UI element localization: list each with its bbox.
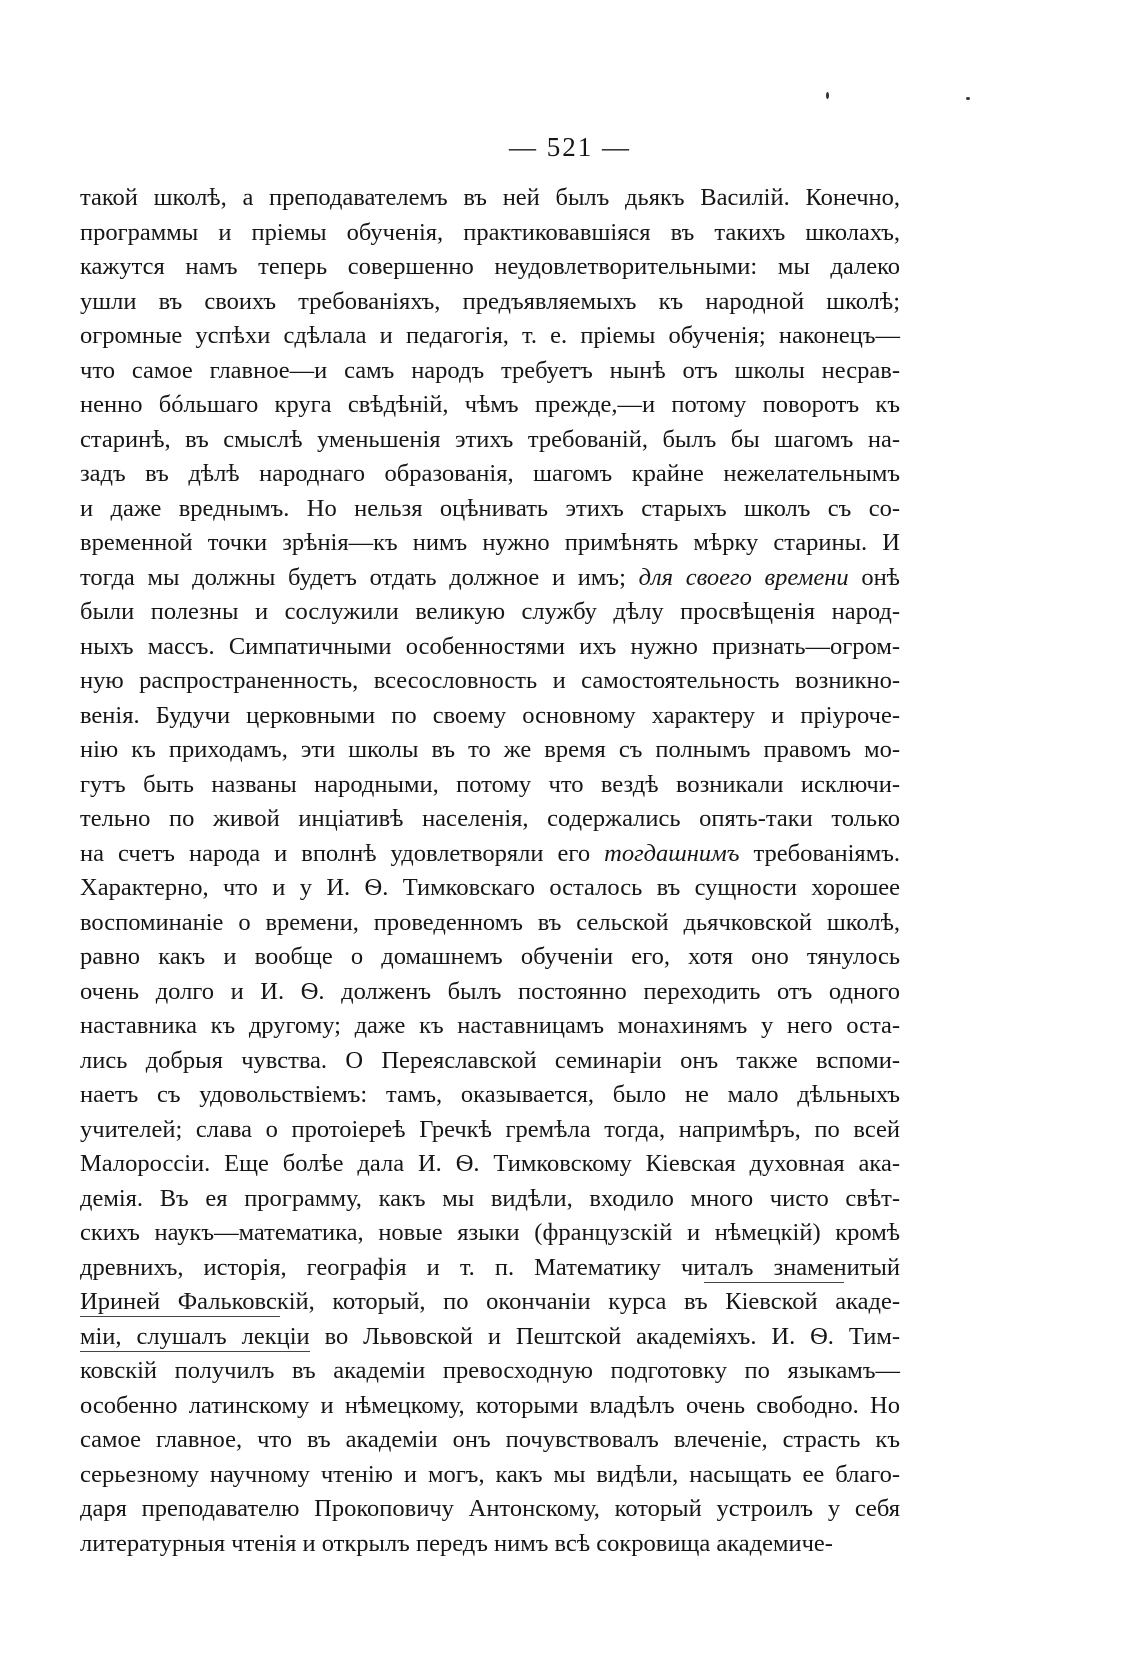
text-body (80, 181, 900, 1561)
text-run: онѣ (848, 563, 900, 591)
text-line: лись добрыя чувства. О Переяславской семинаріи онъ также вспоми- (80, 1046, 900, 1074)
emphasis-run: для своего времени (638, 563, 849, 591)
text-line: учителей; слава о протоіереѣ Гречкѣ гремѣла тогда, напримѣръ, по всей (80, 1115, 900, 1143)
text-line: тельно по живой инціативѣ населенія, содержались опять-таки только (80, 805, 900, 832)
text-line: ненно бóльшаго круга свѣдѣній, чѣмъ прежде,—и потому поворотъ къ (80, 391, 900, 418)
text-line: наставника къ другому; даже къ наставницамъ монахинямъ у него оста- (80, 1012, 900, 1039)
text-line: программы и пріемы обученія, практиковавшіяся въ такихъ школахъ, (80, 218, 900, 246)
text-line: самое главное, что въ академіи онъ почувствовалъ влеченіе, страсть къ (80, 1426, 900, 1453)
text-line: огромные успѣхи сдѣлала и педагогія, т. е. пріемы обученія; наконецъ— (80, 322, 900, 349)
text-line: серьезному научному чтенію и могъ, какъ мы видѣли, насыщать ее благо- (80, 1460, 900, 1488)
text-line: и даже вреднымъ. Но нельзя оцѣнивать этихъ старыхъ школъ съ со- (80, 494, 900, 522)
text-line: наетъ съ удовольствіемъ: тамъ, оказывается, было не мало дѣльныхъ (80, 1081, 900, 1108)
text-line: демія. Въ ея программу, какъ мы видѣли, входило много чисто свѣт- (80, 1184, 900, 1212)
pencil-underline (80, 1316, 280, 1317)
text-line: міи, слушалъ лекціи во Львовской и Пештской академіяхъ. И. Ѳ. Тим- (80, 1322, 900, 1350)
text-line: старинѣ, въ смыслѣ уменьшенія этихъ требованій, былъ бы шагомъ на- (80, 425, 900, 453)
ink-speck (826, 92, 829, 99)
text-line: ушли въ своихъ требованіяхъ, предъявляемыхъ къ народной школѣ; (80, 287, 900, 315)
text-line: литературныя чтенія и открылъ передъ нимъ всѣ сокровища академиче- (80, 1529, 833, 1557)
text-line: кажутся намъ теперь совершенно неудовлетворительными: мы далеко (80, 253, 900, 280)
text-line: венія. Будучи церковными по своему основному характеру и пріуроче- (80, 701, 900, 729)
text-line: гутъ быть названы народными, потому что вездѣ возникали исключи- (80, 770, 900, 798)
page-number: — 521 — (509, 132, 631, 162)
ink-speck (966, 97, 970, 100)
text-line: древнихъ, исторія, географія и т. п. Математику читалъ знаменитый (80, 1253, 900, 1281)
emphasis-run: тогдашнимъ (604, 839, 740, 867)
text-line: Малороссіи. Еще болѣе дала И. Ѳ. Тимковскому Кіевская духовная ака- (80, 1150, 900, 1177)
text-line: ковскій получилъ въ академіи превосходную подготовку по языкамъ— (80, 1357, 900, 1384)
text-line: воспоминаніе о времени, проведенномъ въ сельской дьячковской школѣ, (80, 908, 900, 936)
text-line: были полезны и сослужили великую службу дѣлу просвѣщенія народ- (80, 598, 900, 625)
text-line: нію къ приходамъ, эти школы въ то же время съ полнымъ правомъ мо- (80, 736, 900, 763)
text-line: очень долго и И. Ѳ. долженъ былъ постоянно переходить отъ одного (80, 977, 900, 1005)
text-line: временной точки зрѣнія—къ нимъ нужно примѣнять мѣрку старины. И (80, 529, 900, 556)
text-line (80, 837, 900, 872)
text-line: скихъ наукъ—математика, новые языки (французскій и нѣмецкій) кромѣ (80, 1219, 900, 1246)
text-line: такой школѣ, а преподавателемъ въ ней былъ дьякъ Василій. Конечно, (80, 184, 900, 211)
text-line: задъ въ дѣлѣ народнаго образованія, шагомъ крайне нежелательнымъ (80, 460, 900, 487)
text-line: равно какъ и вообще о домашнемъ обученіи его, хотя оно тянулось (80, 943, 900, 970)
pencil-underline (704, 1282, 844, 1283)
text-line: Характерно, что и у И. Ѳ. Тимковскаго осталось въ сущности хорошее (80, 874, 900, 901)
pencil-underline (80, 1351, 310, 1352)
text-run: требованіямъ. (739, 839, 901, 867)
text-line: ную распространенность, всесословность и самостоятельность возникно- (80, 667, 900, 694)
text-run: на счетъ народа и вполнѣ удовлетворяли его (80, 839, 605, 867)
text-line: что самое главное—и самъ народъ требуетъ нынѣ отъ школы несрав- (80, 356, 900, 384)
text-line: Ириней Фальковскій, который, по окончаніи курса въ Кіевской акаде- (80, 1288, 900, 1315)
text-line: особенно латинскому и нѣмецкому, которыми владѣлъ очень свободно. Но (80, 1391, 900, 1419)
text-line: ныхъ массъ. Симпатичными особенностями ихъ нужно признать—огром- (80, 632, 900, 660)
text-run: тогда мы должны будетъ отдать должное и имъ; (80, 563, 639, 591)
text-line (80, 561, 900, 596)
text-line: даря преподавателю Прокоповичу Антонскому, который устроилъ у себя (80, 1495, 900, 1522)
